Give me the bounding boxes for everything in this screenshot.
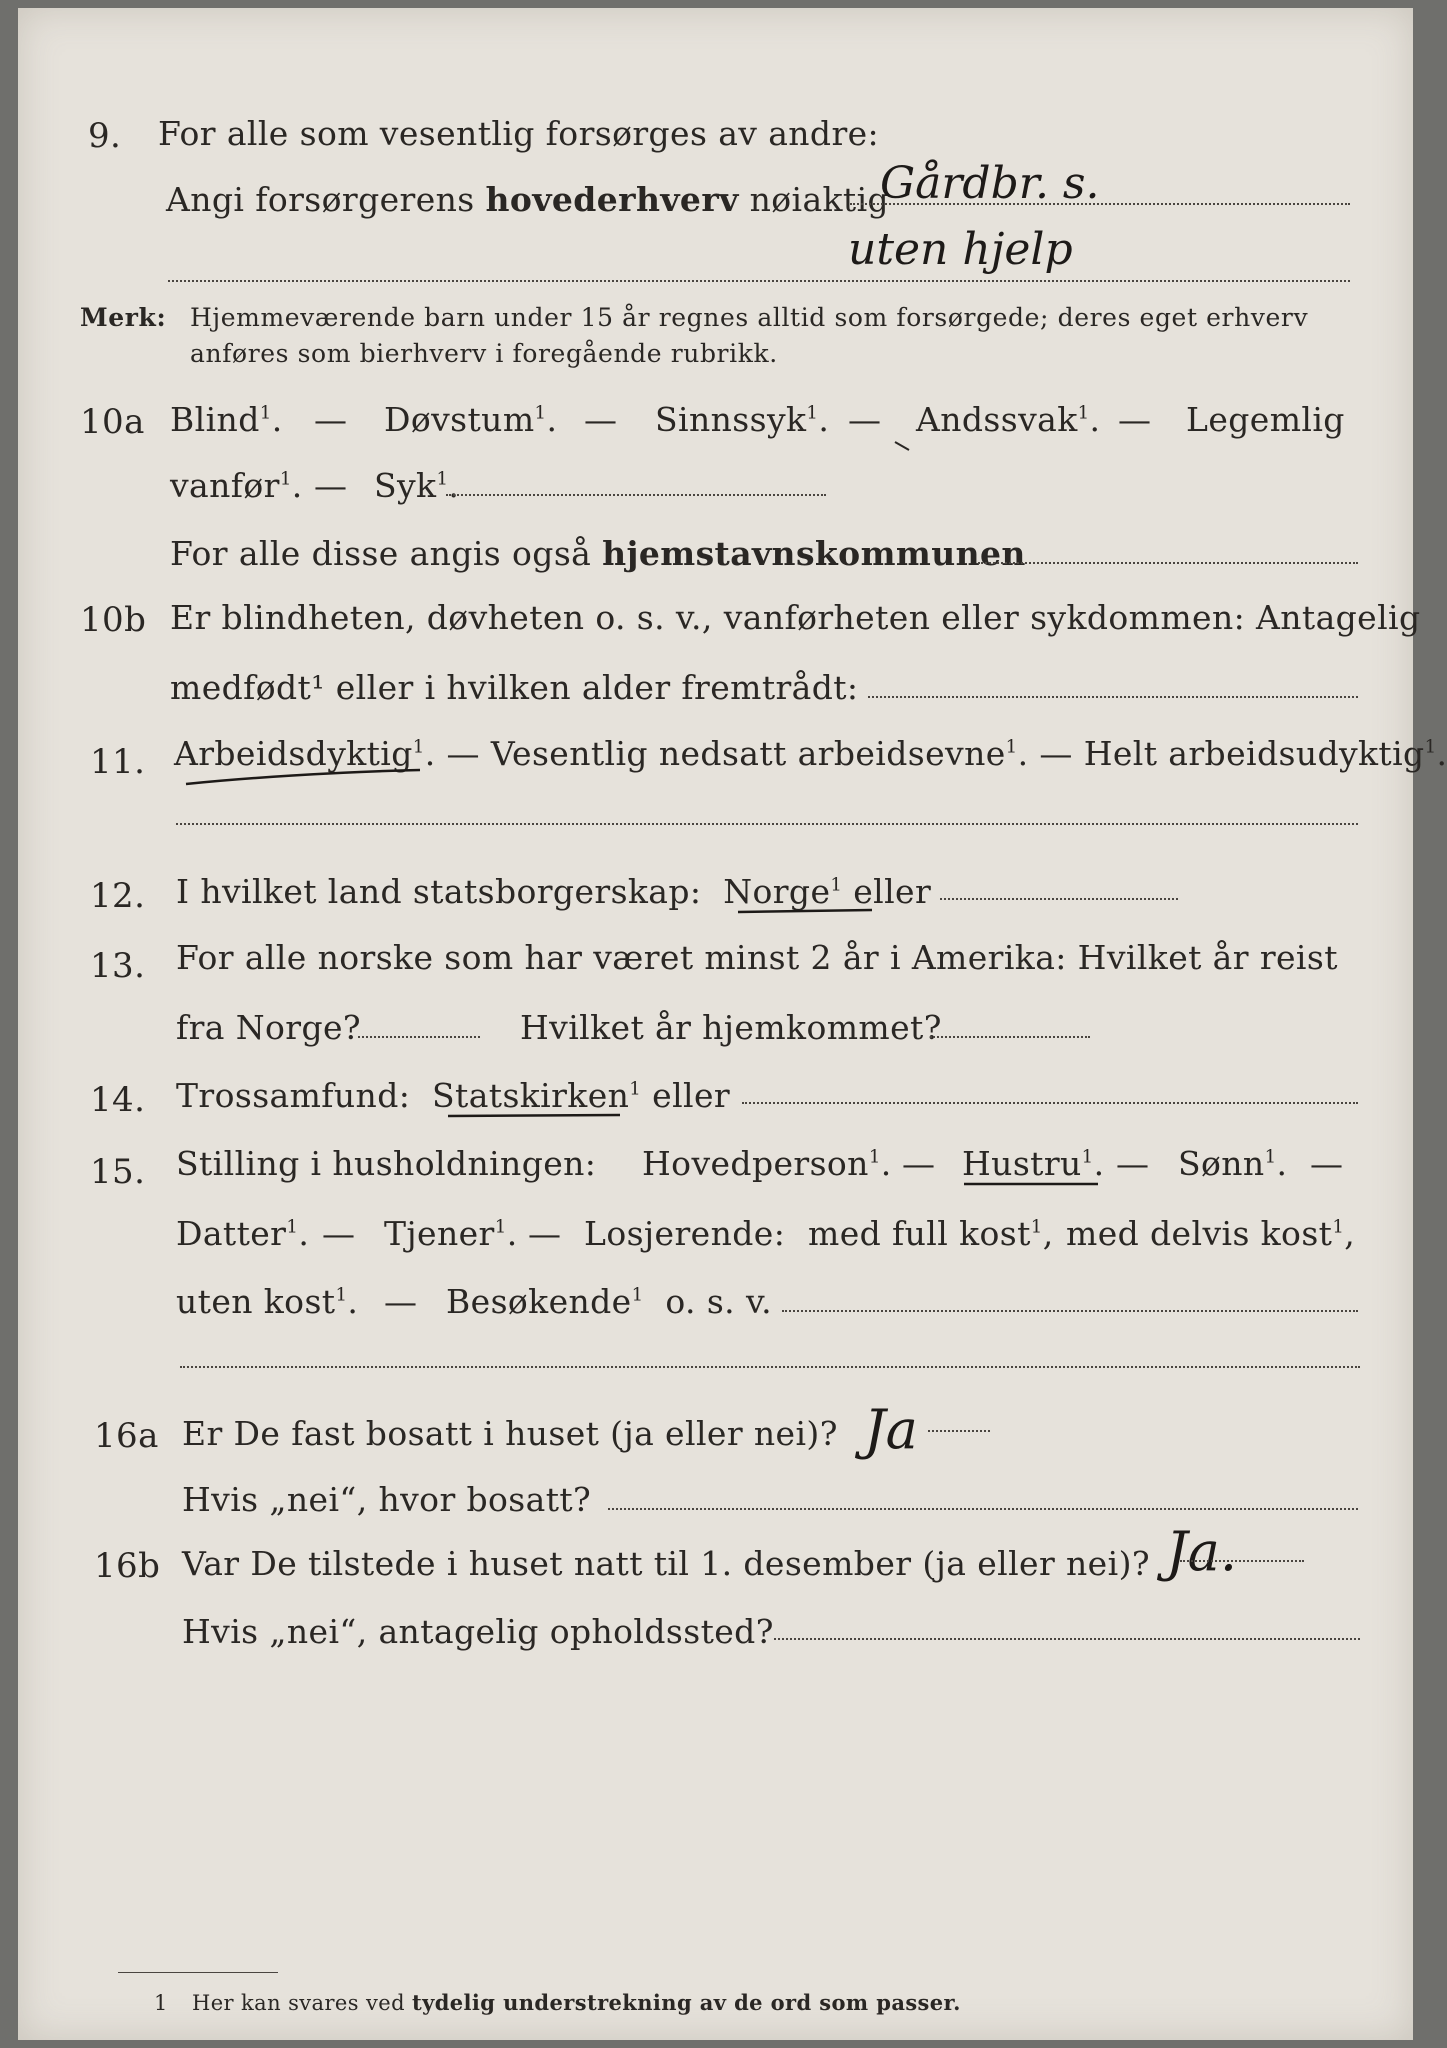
q10a-legemlig: Legemlig	[1186, 400, 1345, 439]
q15-hustru: Hustru$^1$.	[962, 1144, 1105, 1183]
q9-line2-post: nøiaktig	[749, 180, 890, 219]
q16a-answer-line	[928, 1430, 990, 1432]
q9-number: 9.	[88, 116, 122, 156]
q10a-dovstum: Døvstum$^1$.	[384, 400, 558, 439]
q15-answer-line-2	[180, 1366, 1360, 1368]
census-form-page	[18, 8, 1447, 2040]
q16b-answer: Ja.	[1166, 1520, 1238, 1583]
q13-line2b: Hvilket år hjemkommet?	[520, 1008, 942, 1047]
q13-line1: For alle norske som har været minst 2 år i Amerika: Hvilket år reist	[176, 938, 1338, 977]
q15-dash2: —	[1116, 1144, 1150, 1183]
q16b-line1: Var De tilstede i huset natt til 1. desember (ja eller nei)?	[182, 1544, 1150, 1583]
q10a-dash2: —	[584, 400, 618, 439]
underline-arbeidsdyktig-icon	[184, 768, 424, 794]
q15-tjener: Tjener$^1$.	[384, 1214, 518, 1253]
q9-answer-1: Gårdbr. s.	[880, 158, 1100, 209]
q13-reist-line	[358, 1036, 480, 1038]
q10a-syk-line	[446, 494, 826, 496]
q10b-answer-line	[868, 696, 1358, 698]
q9-line2-bold: hovederhverv	[485, 180, 739, 219]
q11-answer-line	[176, 823, 1358, 825]
q10a-number: 10a	[80, 402, 145, 442]
q10a-dash1: —	[314, 400, 348, 439]
underline-statskirken-icon	[446, 1110, 624, 1124]
q10a-dash5: —	[314, 466, 348, 505]
q10a-sinnssyk: Sinnssyk$^1$.	[655, 400, 830, 439]
q15-sonn: Sønn$^1$.	[1178, 1144, 1288, 1183]
q15-datter: Datter$^1$.	[176, 1214, 310, 1253]
q16a-line1: Er De fast bosatt i huset (ja eller nei)?	[182, 1414, 838, 1453]
q15-losjerende: Losjerende:	[584, 1214, 786, 1253]
q10b-line1: Er blindheten, døvheten o. s. v., vanførheten eller sykdommen: Antagelig	[170, 598, 1421, 637]
q10a-syk: Syk$^1$.	[374, 466, 460, 505]
q10b-number: 10b	[80, 600, 147, 640]
q16a-number: 16a	[94, 1416, 159, 1456]
q11-text: Arbeidsdyktig$^1$. — Vesentlig nedsatt arbeidsevne$^1$. — Helt arbeidsudyktig$^1$.	[174, 734, 1447, 773]
q15-dash6: —	[384, 1282, 418, 1321]
q14-text: Trossamfund: Statskirken$^1$ eller	[176, 1076, 731, 1115]
q16b-opholdssted-line	[774, 1638, 1360, 1640]
q14-number: 14.	[90, 1080, 146, 1120]
q16a-answer: Ja	[864, 1398, 918, 1461]
q10a-andssvak: Andssvak$^1$.	[916, 400, 1101, 439]
q15-stilling: Stilling i husholdningen:	[176, 1144, 597, 1183]
q15-dash4: —	[322, 1214, 356, 1253]
q9-line2-pre: Angi forsørgerens	[166, 180, 475, 219]
merk-line2: anføres som bierhverv i foregående rubrikk.	[190, 339, 778, 368]
ink-mark-icon	[893, 440, 913, 454]
q13-hjemkommet-line	[930, 1036, 1090, 1038]
q10a-vanfor: vanfør$^1$.	[170, 466, 303, 505]
q10a-hjemstavn-line	[978, 562, 1358, 564]
q12-norge: Norge	[723, 872, 831, 911]
q12-number: 12.	[90, 876, 146, 916]
merk-label: Merk:	[80, 303, 167, 332]
q10a-dash4: —	[1118, 400, 1152, 439]
q15-uten-kost: uten kost$^1$.	[176, 1282, 359, 1321]
q10a-line3: For alle disse angis også hjemstavnskommunen	[170, 534, 1026, 573]
q10a-dash3: —	[848, 400, 882, 439]
q10a-blind: Blind$^1$.	[170, 400, 283, 439]
q14-statskirken: Statskirken	[432, 1076, 630, 1115]
q16b-line2: Hvis „nei“, antagelig opholdssted?	[182, 1612, 774, 1651]
q12-answer-line	[940, 898, 1178, 900]
footnote-text: Her kan svares ved tydelig understrekning av de ord som passer.	[192, 1990, 961, 2015]
footnote-marker: 1	[154, 1991, 168, 2015]
q16b-number: 16b	[94, 1546, 161, 1586]
q14-answer-line	[742, 1102, 1358, 1104]
q12-text: I hvilket land statsborgerskap: Norge$^1$ eller	[176, 872, 932, 911]
q15-hovedperson: Hovedperson$^1$.	[642, 1144, 892, 1183]
q11-opt-arbeidsdyktig: Arbeidsdyktig	[174, 734, 413, 773]
q9-line2	[166, 180, 889, 220]
q15-dash3: —	[1310, 1144, 1344, 1183]
q15-number: 15.	[90, 1152, 146, 1192]
q15-full-kost: med full kost$^1$,	[808, 1214, 1054, 1253]
q9-answer-2: uten hjelp	[848, 224, 1073, 275]
q10b-line2: medfødt¹ eller i hvilken alder fremtrådt:	[170, 668, 859, 707]
q15-besokende: Besøkende$^1$ o. s. v.	[446, 1282, 772, 1321]
q15-delvis-kost: med delvis kost$^1$,	[1066, 1214, 1356, 1253]
q15-answer-line-1	[782, 1310, 1358, 1312]
q9-answer-line-2	[168, 280, 1350, 282]
underline-norge-icon	[736, 906, 876, 920]
q16a-bosatt-line	[608, 1508, 1358, 1510]
q15-dash1: —	[902, 1144, 936, 1183]
q15-dash5: —	[528, 1214, 562, 1253]
q11-number: 11.	[90, 742, 146, 782]
q13-line2a: fra Norge?	[176, 1008, 362, 1047]
q9-line1: For alle som vesentlig forsørges av andre:	[158, 114, 880, 153]
q16b-answer-line	[1180, 1560, 1304, 1562]
footnote-rule	[118, 1972, 278, 1973]
q13-number: 13.	[90, 946, 146, 986]
merk-line1: Hjemmeværende barn under 15 år regnes alltid som forsørgede; deres eget erhverv	[190, 303, 1309, 332]
q16a-line2: Hvis „nei“, hvor bosatt?	[182, 1480, 592, 1519]
underline-hustru-icon	[962, 1178, 1102, 1192]
